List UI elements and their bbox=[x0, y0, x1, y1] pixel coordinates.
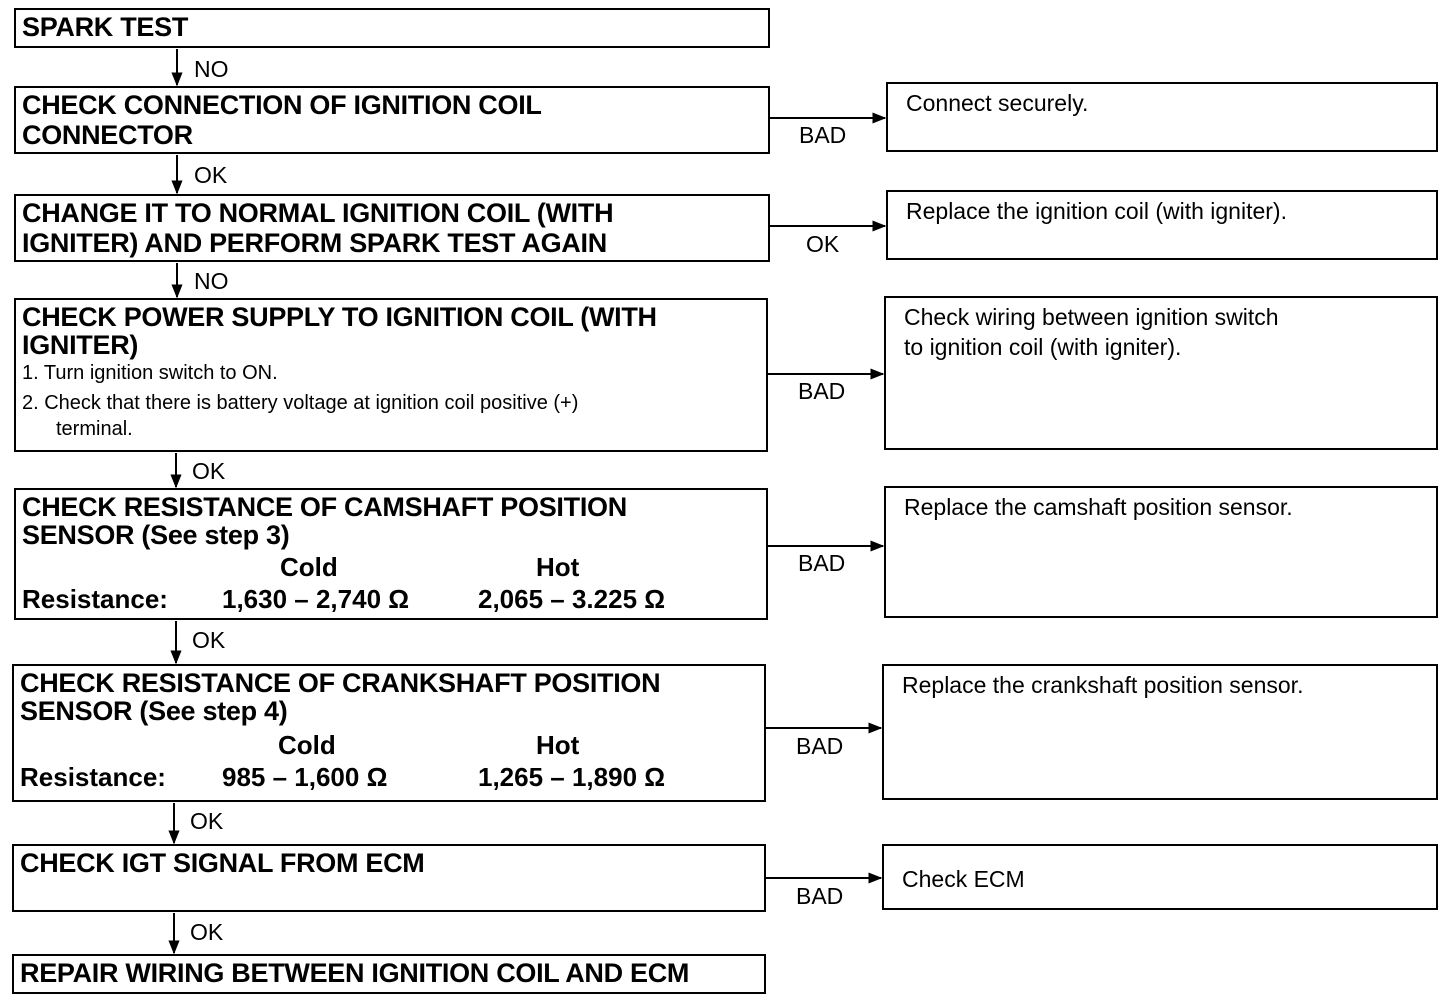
step-title-line: CHECK POWER SUPPLY TO IGNITION COIL (WITH bbox=[22, 302, 657, 332]
flow-label: OK bbox=[190, 808, 224, 834]
flow-label: OK bbox=[192, 627, 226, 653]
step-title-line: REPAIR WIRING BETWEEN IGNITION COIL AND ECM bbox=[20, 958, 690, 988]
flow-label: OK bbox=[190, 919, 224, 945]
action-text: Replace the crankshaft position sensor. bbox=[902, 672, 1304, 698]
side-label: OK bbox=[806, 231, 840, 257]
cold-label: Cold bbox=[280, 552, 338, 582]
step-title-line: CHECK RESISTANCE OF CRANKSHAFT POSITION bbox=[20, 668, 661, 698]
step-title-line: IGNITER) AND PERFORM SPARK TEST AGAIN bbox=[22, 228, 607, 258]
step-title-line: IGNITER) bbox=[22, 330, 139, 360]
side-label: BAD bbox=[799, 122, 847, 148]
side-label: BAD bbox=[796, 883, 844, 909]
cold-label: Cold bbox=[278, 730, 336, 760]
flow-label: NO bbox=[194, 268, 229, 294]
step-title-line: CONNECTOR bbox=[22, 120, 193, 150]
resistance-label: Resistance: bbox=[22, 584, 168, 614]
action-text: Replace the camshaft position sensor. bbox=[904, 494, 1293, 520]
instruction-2-continued: terminal. bbox=[56, 418, 133, 440]
step-title-line: CHANGE IT TO NORMAL IGNITION COIL (WITH bbox=[22, 198, 614, 228]
step-title-line: SENSOR (See step 4) bbox=[20, 696, 288, 726]
action-text: Connect securely. bbox=[906, 90, 1089, 116]
step-title-line: CHECK CONNECTION OF IGNITION COIL bbox=[22, 90, 542, 120]
flow-label: NO bbox=[194, 56, 229, 82]
cold-value: 985 – 1,600 Ω bbox=[222, 762, 388, 792]
side-label: BAD bbox=[798, 378, 846, 404]
action-text: Check ECM bbox=[902, 866, 1025, 892]
resistance-label: Resistance: bbox=[20, 762, 166, 792]
instruction-2: 2. Check that there is battery voltage at ignition coil positive (+) bbox=[22, 392, 579, 414]
instruction-1: 1. Turn ignition switch to ON. bbox=[22, 362, 278, 384]
action-text: Check wiring between ignition switch bbox=[904, 304, 1279, 330]
step-title-line: SENSOR (See step 3) bbox=[22, 520, 290, 550]
step-title-line: CHECK IGT SIGNAL FROM ECM bbox=[20, 848, 425, 878]
action-text: Replace the ignition coil (with igniter). bbox=[906, 198, 1287, 224]
flow-label: OK bbox=[194, 162, 228, 188]
side-label: BAD bbox=[798, 550, 846, 576]
flow-label: OK bbox=[192, 458, 226, 484]
step-title-line: SPARK TEST bbox=[22, 12, 189, 42]
cold-value: 1,630 – 2,740 Ω bbox=[222, 584, 410, 614]
action-text: to ignition coil (with igniter). bbox=[904, 334, 1182, 360]
hot-label: Hot bbox=[536, 552, 580, 582]
hot-value: 1,265 – 1,890 Ω bbox=[478, 762, 666, 792]
hot-value: 2,065 – 3.225 Ω bbox=[478, 584, 666, 614]
hot-label: Hot bbox=[536, 730, 580, 760]
step-title-line: CHECK RESISTANCE OF CAMSHAFT POSITION bbox=[22, 492, 627, 522]
side-label: BAD bbox=[796, 733, 844, 759]
